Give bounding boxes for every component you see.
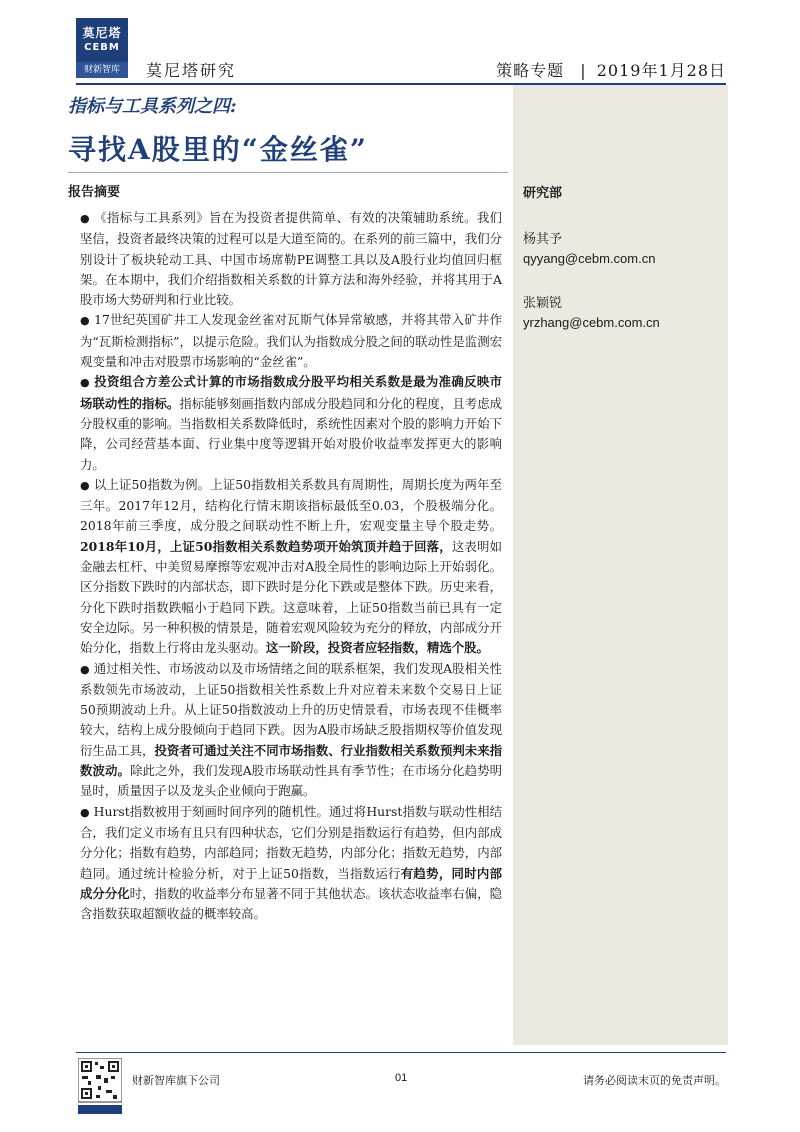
summary-paragraph [80,475,502,659]
cebm-logo [76,18,128,78]
author-name: 杨其予 [523,232,563,247]
footer-disclaimer: 请务必阅读末页的免责声明。 [583,1074,726,1087]
series-title: 指标与工具系列之四: [68,96,237,117]
logo-text-en: CEBM [84,42,120,53]
summary-paragraph [80,372,502,474]
report-type: 策略专题 [496,61,565,80]
bullet-icon: ● [80,478,90,492]
author-email[interactable]: qyyang@cebm.com.cn [523,251,656,266]
summary-paragraph [80,310,502,372]
paragraph-text-bold: 2018年10月，上证50指数相关系数趋势项开始筑顶并趋于回落， [80,538,452,554]
bullet-icon: ● [80,805,90,819]
paragraph-text: 17世纪英国矿井工人发现金丝雀对瓦斯气体异常敏感，并将其带入矿井作为“瓦斯检测指标”，以提示危险。我们认为指数成分股之间的联动性是监测宏观变量和冲击对股票市场影响的“金丝雀”。 [80,312,502,370]
paragraph-text: 这表明如金融去杠杆、中美贸易摩擦等宏观冲击对A股全局性的影响边际上开始弱化。区分指数下跌时的内部状态，即下跌时是分化下跌或是整体下跌。历史来看，分化下跌时指数跌幅小于趋同下跌。这意味着，上证50指数当前已具有一定安全边际。另一种积极的情景是，随着宏观风险较为充分的释放，内部成分开始分化，指数上行将由龙头驱动。 [80,538,502,656]
report-date: 2019年1月28日 [596,61,726,80]
logo-text-cn: 莫尼塔 [82,26,122,40]
paragraph-text: 除此之外，我们发现A股市场联动性具有季节性；在市场分化趋势明显时，质量因子以及龙头企业倾向于跑赢。 [80,763,503,799]
header-meta [496,58,726,81]
summary-paragraph [80,659,502,802]
summary-paragraph [80,802,502,925]
logo-subtext: 财新智库 [76,62,128,78]
paragraph-text: 指标能够刻画指数内部成分股趋同和分化的程度，且考虑成分股权重的影响。当指数相关系数降低时，系统性因素对个股的影响力开始下降，公司经营基本面、行业集中度等逻辑开始对股价收益率发挥更大的影响力。 [80,395,503,472]
bullet-icon: ● [80,376,90,390]
footer-company: 财新智库旗下公司 [132,1074,220,1087]
paragraph-text-bold: 投资者可通过关注不同市场指数、行业指数相关系数预判未来指数波动。 [80,742,503,779]
paragraph-text: 通过相关性、市场波动以及市场情绪之间的联系框架，我们发现A股相关性系数领先市场波动，上证50指数相关性系数上升对应着未来数个交易日上证50预期波动上升。从上证50指数波动上升的历史情景看，市场表现不佳概率较大，结构上成分股倾向于趋同下跌。因为A股市场缺乏股指期权等价值发现衍生品工具， [80,660,502,758]
page-title: 寻找A股里的“金丝雀” [68,133,368,166]
bullet-icon: ● [80,314,90,328]
paragraph-text: 时，指数的收益率分布显著不同于其他状态。该状态收益率右偏，隐含指数获取超额收益的概率较高。 [80,885,503,922]
paragraph-text: 《指标与工具系列》旨在为投资者提供简单、有效的决策辅助系统。我们坚信，投资者最终决策的过程可以是大道至简的。在系列的前三篇中，我们分别设计了板块轮动工具、中国市场席勒PE调整工具以及A股行业均值回归框架。在本期中，我们介绍指数相关系数的计算方法和海外经验，并将其用于A股市场大势研判和行业比较。 [80,210,502,308]
bullet-icon: ● [80,662,90,676]
paragraph-text-bold: 这一阶段，投资者应轻指数，精选个股。 [265,640,489,656]
department-label: 研究部 [523,186,563,201]
bullet-icon: ● [80,212,90,225]
org-name: 莫尼塔研究 [146,61,237,80]
paragraph-text-bold: 投资组合方差公式计算的市场指数成分股平均相关系数是最为准确反映市场联动性的指标。 [80,374,502,411]
summary-heading: 报告摘要 [68,185,121,200]
report-summary-body [80,208,502,924]
author-name: 张颖锐 [523,296,563,311]
paragraph-text: 以上证50指数为例。上证50指数相关系数具有周期性，周期长度为两年至三年。2017年12月，结构化行情末期该指标最低至0.03，个股极端分化。2018年前三季度，成分股之间联动性不断上升，宏观变量主导个股走势。 [80,476,502,534]
author-email[interactable]: yrzhang@cebm.com.cn [523,315,660,330]
summary-paragraph [80,208,502,310]
sidebar [513,85,728,1045]
header-separator: | [580,61,587,80]
title-divider [68,172,508,173]
page-number: 01 [395,1072,408,1084]
qr-code-icon [78,1058,122,1114]
paragraph-text: Hurst指数被用于刻画时间序列的随机性。通过将Hurst指数与联动性相结合，我们定义市场有且只有四种状态，它们分别是指数运行有趋势，但内部成分分化；指数有趋势，内部趋同；指数无趋势，内部分化；指数无趋势，内部趋同。通过统计检验分析，对于上证50指数，当指数运行 [80,803,502,881]
footer-divider [76,1052,726,1053]
paragraph-text-bold: 有趋势，同时内部成分分化 [80,865,502,901]
